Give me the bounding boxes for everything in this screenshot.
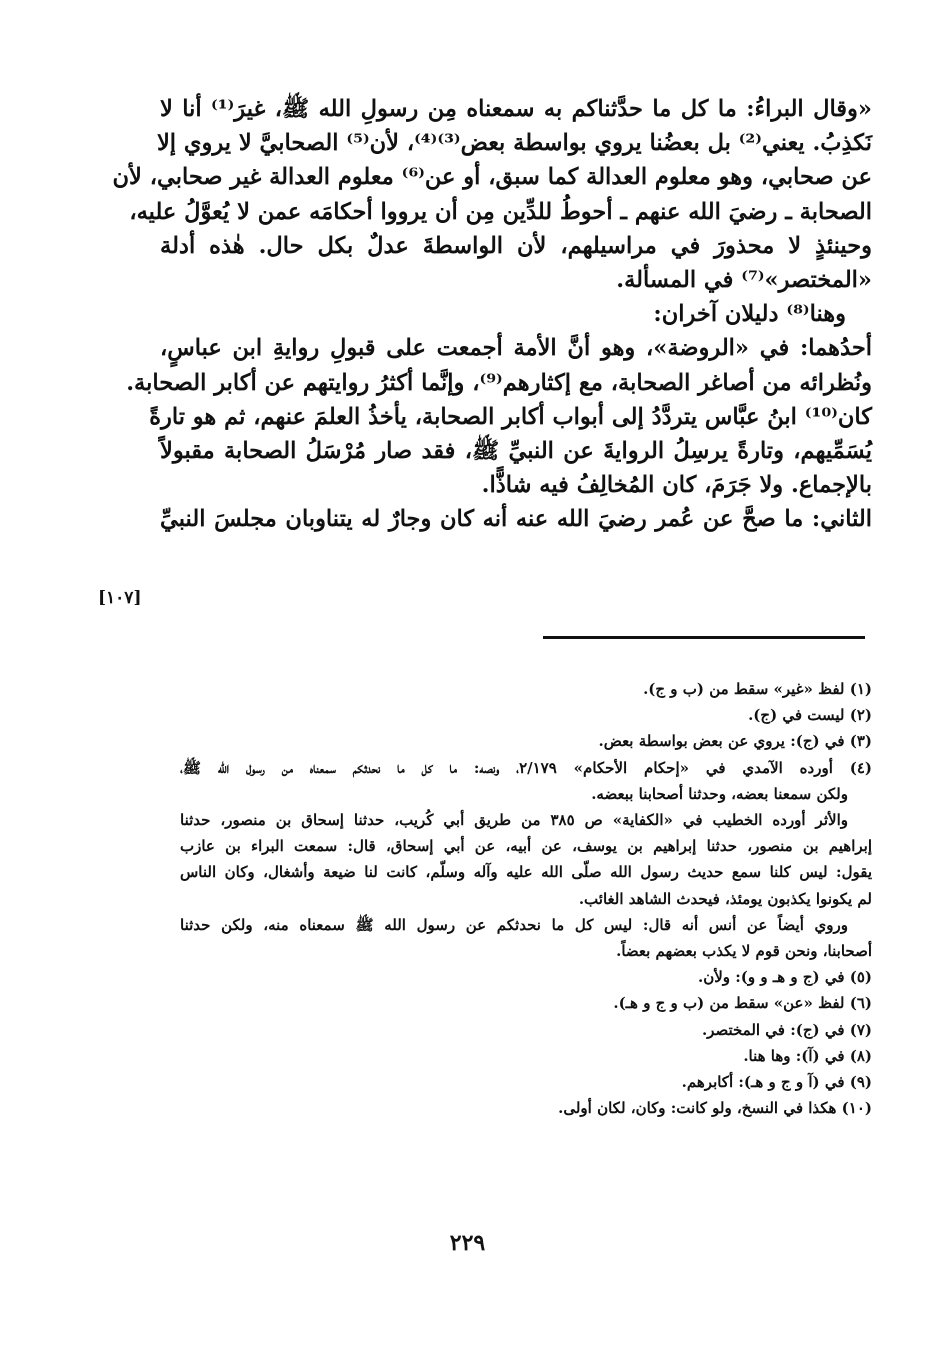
footnote: (٤) أورده الآمدي في «إحكام الأحكام» ٢/١٧٩، ونصه: ما كل ما نحدثكم سمعناه من رسول الله ﷺ،: [180, 758, 873, 777]
main-line: عن صحابي، وهو معلوم العدالة كما سبق، أو عن⁽⁶⁾ معلوم العدالة غير صحابي، لأن: [112, 164, 872, 191]
main-line: الثاني: ما صحَّ عن عُمر رضيَ الله عنه أنه كان وجارٌ له يتناوبان مجلسَ النبيِّ: [160, 506, 872, 533]
footnote: (٣) في (ج): يروي عن بعض بواسطة بعض.: [598, 732, 872, 751]
footnote-continuation: والأثر أورده الخطيب في «الكفاية» ص ٣٨٥ من طريق أبي كُريب، حدثنا إسحاق بن منصور، حدثنا: [180, 811, 848, 830]
footnote-continuation: وروي أيضاً عن أنس أنه قال: ليس كل ما نحدثكم عن رسول الله ﷺ سمعناه منه، ولكن حدثنا: [180, 915, 848, 934]
main-line: بالإجماع. ولا جَرَمَ، كان المُخالِفُ فيه شاذًّا.: [481, 472, 872, 499]
main-line: الصحابة ـ رضيَ الله عنهم ـ أحوطُ للدِّين مِن أن يرووا أحكامَه عمن لا يُعوَّلُ عليه،: [129, 198, 872, 225]
footnote: (١٠) هكذا في النسخ، ولو كانت: وكان، لكان أولى.: [558, 1099, 872, 1118]
margin-page-reference: [١٠٧]: [98, 588, 142, 608]
main-line: «وقال البراءُ: ما كل ما حدَّثناكم به سمعناه مِن رسولِ الله ﷺ، غيرَ⁽¹⁾ أنا لا: [160, 96, 872, 122]
footnote: (٩) في (آ و ج و هـ): أكابرهم.: [681, 1073, 872, 1092]
main-line: «المختصر»⁽⁷⁾ في المسألة.: [616, 267, 872, 294]
footnote: (٥) في (ج و هـ و و): ولأن.: [698, 968, 872, 987]
footnote-continuation: لم يكونوا يكذبون يومئذ، فيحدث الشاهد الغائب.: [578, 889, 872, 908]
main-line: يُسَمِّيهم، وتارةً يرسِلُ الروايةَ عن النبيِّ ﷺ، فقد صار مُرْسَلُ الصحابة مقبولاً: [160, 438, 872, 465]
footnote: (١) لفظ «غير» سقط من (ب و ج).: [643, 680, 872, 698]
footnote: (٦) لفظ «عن» سقط من (ب و ج و هـ).: [613, 994, 872, 1013]
main-line: أحدُهما: في «الروضة»، وهو أنَّ الأمة أجمعت على قبولِ روايةِ ابن عباسٍ،: [160, 335, 872, 362]
footnote: (٧) في (ج): في المختصر.: [701, 1020, 872, 1039]
main-line: وحينئذٍ لا محذورَ في مراسيلهم، لأن الواسطةَ عدلٌ بكل حال. هٰذه أدلة: [160, 232, 872, 259]
footnote-continuation: يقول: ليس كلنا سمع حديث رسول الله صلّى الله عليه وآله وسلّم، كانت لنا ضيعة وأشغال، وكان الناس: [180, 863, 872, 882]
main-line: كان⁽¹⁰⁾ ابنُ عبَّاس يتردَّدُ إلى أبواب أكابر الصحابة، يأخذُ العلمَ عنهم، ثم هو تارةً: [149, 403, 872, 430]
page-number: ٢٢٩: [449, 1230, 486, 1256]
footnote-separator: [543, 636, 865, 639]
main-line: وهنا⁽⁸⁾ دليلان آخران:: [653, 301, 846, 328]
footnote: (٢) ليست في (ج).: [748, 706, 872, 725]
footnote-continuation: ولكن سمعنا بعضه، وحدثنا أصحابنا ببعضه.: [591, 784, 848, 803]
footnote: (٨) في (آ): وها هنا.: [743, 1046, 872, 1065]
main-line: ونُظرائه من أصاغر الصحابة، مع إكثارهم⁽⁹⁾، وإنَّما أكثرُ روايتهم عن أكابر الصحابة.: [126, 369, 872, 396]
main-line: نَكذِبُ. يعني⁽²⁾ بل بعضُنا يروي بواسطة بعض⁽³⁾⁽⁴⁾، لأن⁽⁵⁾ الصحابيَّ لا يروي إلا: [156, 130, 872, 157]
footnote-continuation: أصحابنا، ونحن قوم لا يكذب بعضهم بعضاً.: [616, 942, 872, 961]
main-text: [112, 92, 872, 537]
footnote-continuation: إبراهيم بن منصور، حدثنا إبراهيم بن يوسف، عن أبيه، عن أبي إسحاق، قال: سمعت البراء بن عازب: [180, 837, 872, 856]
footnotes: [180, 676, 872, 1121]
